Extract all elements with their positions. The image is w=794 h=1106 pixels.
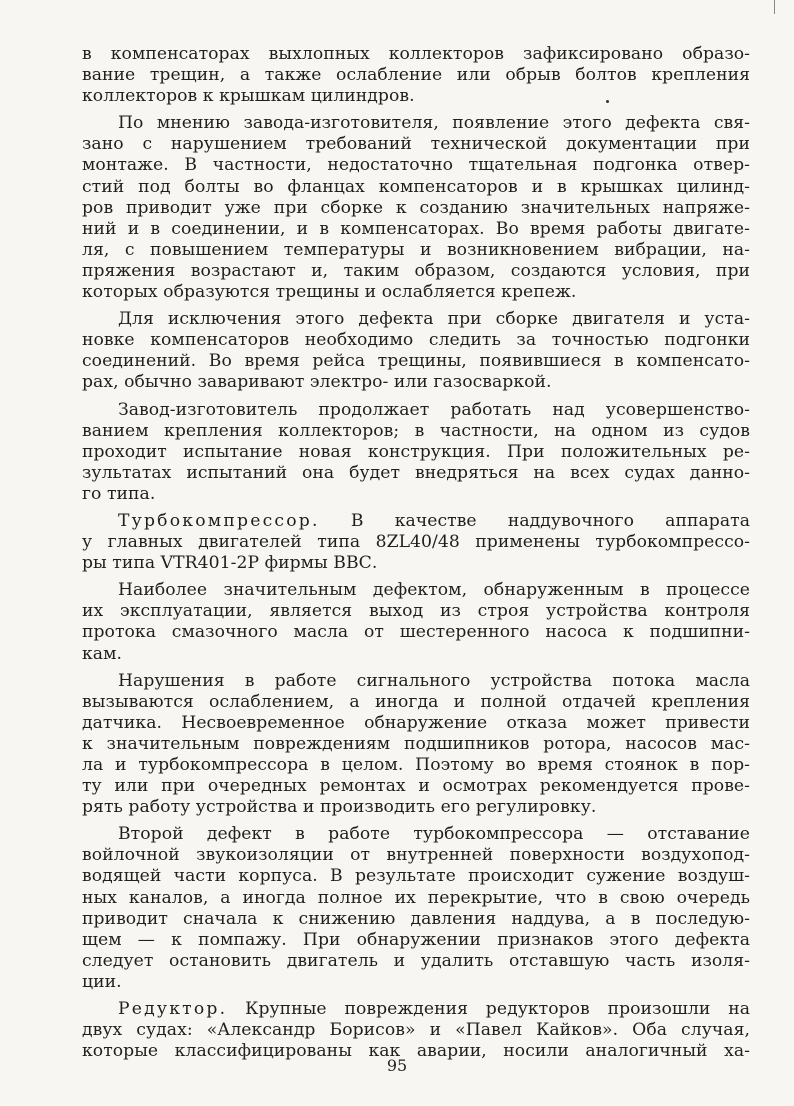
text-line-content: соединений. Во время рейса трещины, появившиеся в компенсато- [82, 351, 750, 372]
section-lead: Редуктор. [118, 999, 228, 1020]
text-line [82, 351, 750, 372]
text-line-content: Нарушения в работе сигнального устройства потока масла [118, 670, 750, 691]
text-line [82, 951, 750, 972]
section-lead: Турбокомпрессор. [118, 510, 320, 531]
text-line-content: протока смазочного масла от шестеренного насоса к подшипни- [82, 622, 750, 643]
text-line-content: вызываются ослаблением, а иногда и полной отдачей крепления [82, 691, 750, 712]
text-line-content: датчика. Несвоевременное обнаружение отказа может привести [82, 712, 750, 733]
text-line-content: монтаже. В частности, недостаточно тщательная подгонка отвер- [82, 155, 750, 176]
text-line-content: ля, с повышением температуры и возникновением вибрации, на- [82, 239, 750, 260]
text-line-content: ла и турбокомпрессора в целом. Поэтому во время стоянок в пор- [82, 755, 750, 775]
text-line-content: водящей части корпуса. В результате происходит сужение воздуш- [82, 866, 750, 887]
paragraph [82, 671, 750, 819]
text-line [82, 776, 750, 797]
text-line [82, 261, 750, 282]
text-line-content: зано с нарушением требований технической документации при [82, 134, 750, 155]
text-line [82, 400, 750, 421]
text-line [82, 797, 750, 818]
text-line-content: По мнению завода-изготовителя, появление этого дефекта свя- [118, 113, 750, 134]
text-line-content: Крупные повреждения редукторов произошли на [227, 999, 750, 1020]
text-line [82, 240, 750, 261]
text-line-content: вание трещин, а также ослабление или обрыв болтов крепления [82, 65, 750, 86]
text-line [82, 824, 750, 845]
paragraph [82, 44, 750, 107]
text-line [82, 484, 750, 505]
text-line [82, 671, 750, 692]
text-line [82, 1020, 750, 1041]
text-line [82, 421, 750, 442]
text-line-content: стий под болты во фланцах компенсаторов и в крышках цилинд- [82, 176, 750, 197]
text-line [82, 330, 750, 351]
paragraph [82, 113, 750, 303]
text-line-content: которые классифицированы как аварии, носили аналогичный ха- [82, 1041, 750, 1062]
text-line-content: ров приводит уже при сборке к созданию значительных напряже- [82, 197, 750, 218]
text-line [82, 644, 750, 665]
text-line-content: Завод-изготовитель продолжает работать над усовершенство- [118, 399, 750, 420]
text-line-content: Наиболее значительным дефектом, обнаруженным в процессе [118, 580, 750, 601]
text-line [82, 601, 750, 622]
text-line-content: проходит испытание новая конструкция. При положительных ре- [82, 441, 750, 462]
paragraph [82, 309, 750, 393]
text-line [82, 692, 750, 713]
paragraph [82, 511, 750, 574]
text-line [82, 622, 750, 643]
text-line-content: в компенсаторах выхлопных коллекторов зафиксировано образо- [82, 44, 750, 64]
paragraph [82, 999, 750, 1062]
text-line [82, 219, 750, 240]
text-line-content: ванием крепления коллекторов; в частности, на одном из судов [82, 420, 750, 441]
text-line [82, 999, 750, 1020]
text-line [82, 86, 750, 107]
text-line-content: рах, обычно заваривают электро- или газосваркой. [82, 372, 552, 393]
text-line [82, 282, 750, 303]
text-line [82, 888, 750, 909]
text-line-content: ту или при очередных ремонтах и осмотрах рекомендуется прове- [82, 776, 750, 797]
text-line-content: их эксплуатации, является выход из строя устройства контроля [82, 601, 750, 622]
text-line [82, 442, 750, 463]
text-line [82, 755, 750, 776]
text-line [82, 713, 750, 734]
text-line [82, 65, 750, 86]
text-line-content: ры типа VTR401-2P фирмы ВВС. [82, 553, 378, 574]
text-line [82, 553, 750, 574]
text-line-content: коллекторов к крышкам цилиндров. [82, 86, 415, 107]
text-line [82, 845, 750, 866]
paragraph [82, 824, 750, 993]
text-line [82, 511, 750, 532]
text-line [82, 930, 750, 951]
text-line-content: рять работу устройства и производить его регулировку. [82, 797, 597, 818]
document-page [82, 44, 750, 1062]
text-line-content: го типа. [82, 483, 156, 504]
text-line [82, 44, 750, 65]
paragraph [82, 400, 750, 505]
text-line-content: войлочной звукоизоляции от внутренней поверхности воздухопод- [82, 845, 750, 866]
text-line-content: ных каналов, а иногда полное их перекрытие, что в свою очередь [82, 887, 750, 908]
text-line-content: кам. [82, 643, 123, 664]
text-line [82, 866, 750, 887]
text-line [82, 309, 750, 330]
text-line [82, 155, 750, 176]
text-line [82, 198, 750, 219]
text-line [82, 532, 750, 553]
text-line [82, 463, 750, 484]
text-line [82, 177, 750, 198]
text-line [82, 909, 750, 930]
text-line [82, 372, 750, 393]
text-line [82, 113, 750, 134]
text-line-content: к значительным повреждениям подшипников ротора, насосов мас- [82, 733, 750, 754]
scan-corner-mark [774, 0, 785, 14]
text-line-content: которых образуются трещины и ослабляется крепеж. [82, 282, 577, 303]
text-line-content: ции. [82, 971, 122, 992]
text-line-content: приводит сначала к снижению давления наддува, а в последую- [82, 908, 750, 929]
text-line [82, 134, 750, 155]
text-line-content: Для исключения этого дефекта при сборке двигателя и уста- [118, 309, 750, 330]
text-line-content: ний и в соединении, и в компенсаторах. Во время работы двигате- [82, 218, 750, 239]
page-number: 95 [386, 1056, 408, 1075]
text-line-content: двух судах: «Александр Борисов» и «Павел Кайков». Оба случая, [82, 1020, 750, 1041]
text-line-content: пряжения возрастают и, таким образом, создаются условия, при [82, 260, 750, 281]
text-line-content: щем — к помпажу. При обнаружении признаков этого дефекта [82, 929, 750, 950]
text-line-content: у главных двигателей типа 8ZL40/48 применены турбокомпрессо- [82, 532, 750, 553]
text-line-content: В качестве наддувочного аппарата [319, 510, 750, 531]
paragraph [82, 580, 750, 664]
text-line-content: зультатах испытаний она будет внедряться на всех судах данно- [82, 462, 750, 483]
text-line-content: новке компенсаторов необходимо следить за точностью подгонки [82, 330, 750, 351]
text-line [82, 580, 750, 601]
text-line [82, 734, 750, 755]
text-line [82, 972, 750, 993]
text-line-content: Второй дефект в работе турбокомпрессора — отставание [118, 824, 750, 845]
text-line-content: следует остановить двигатель и удалить отставшую часть изоля- [82, 950, 750, 971]
